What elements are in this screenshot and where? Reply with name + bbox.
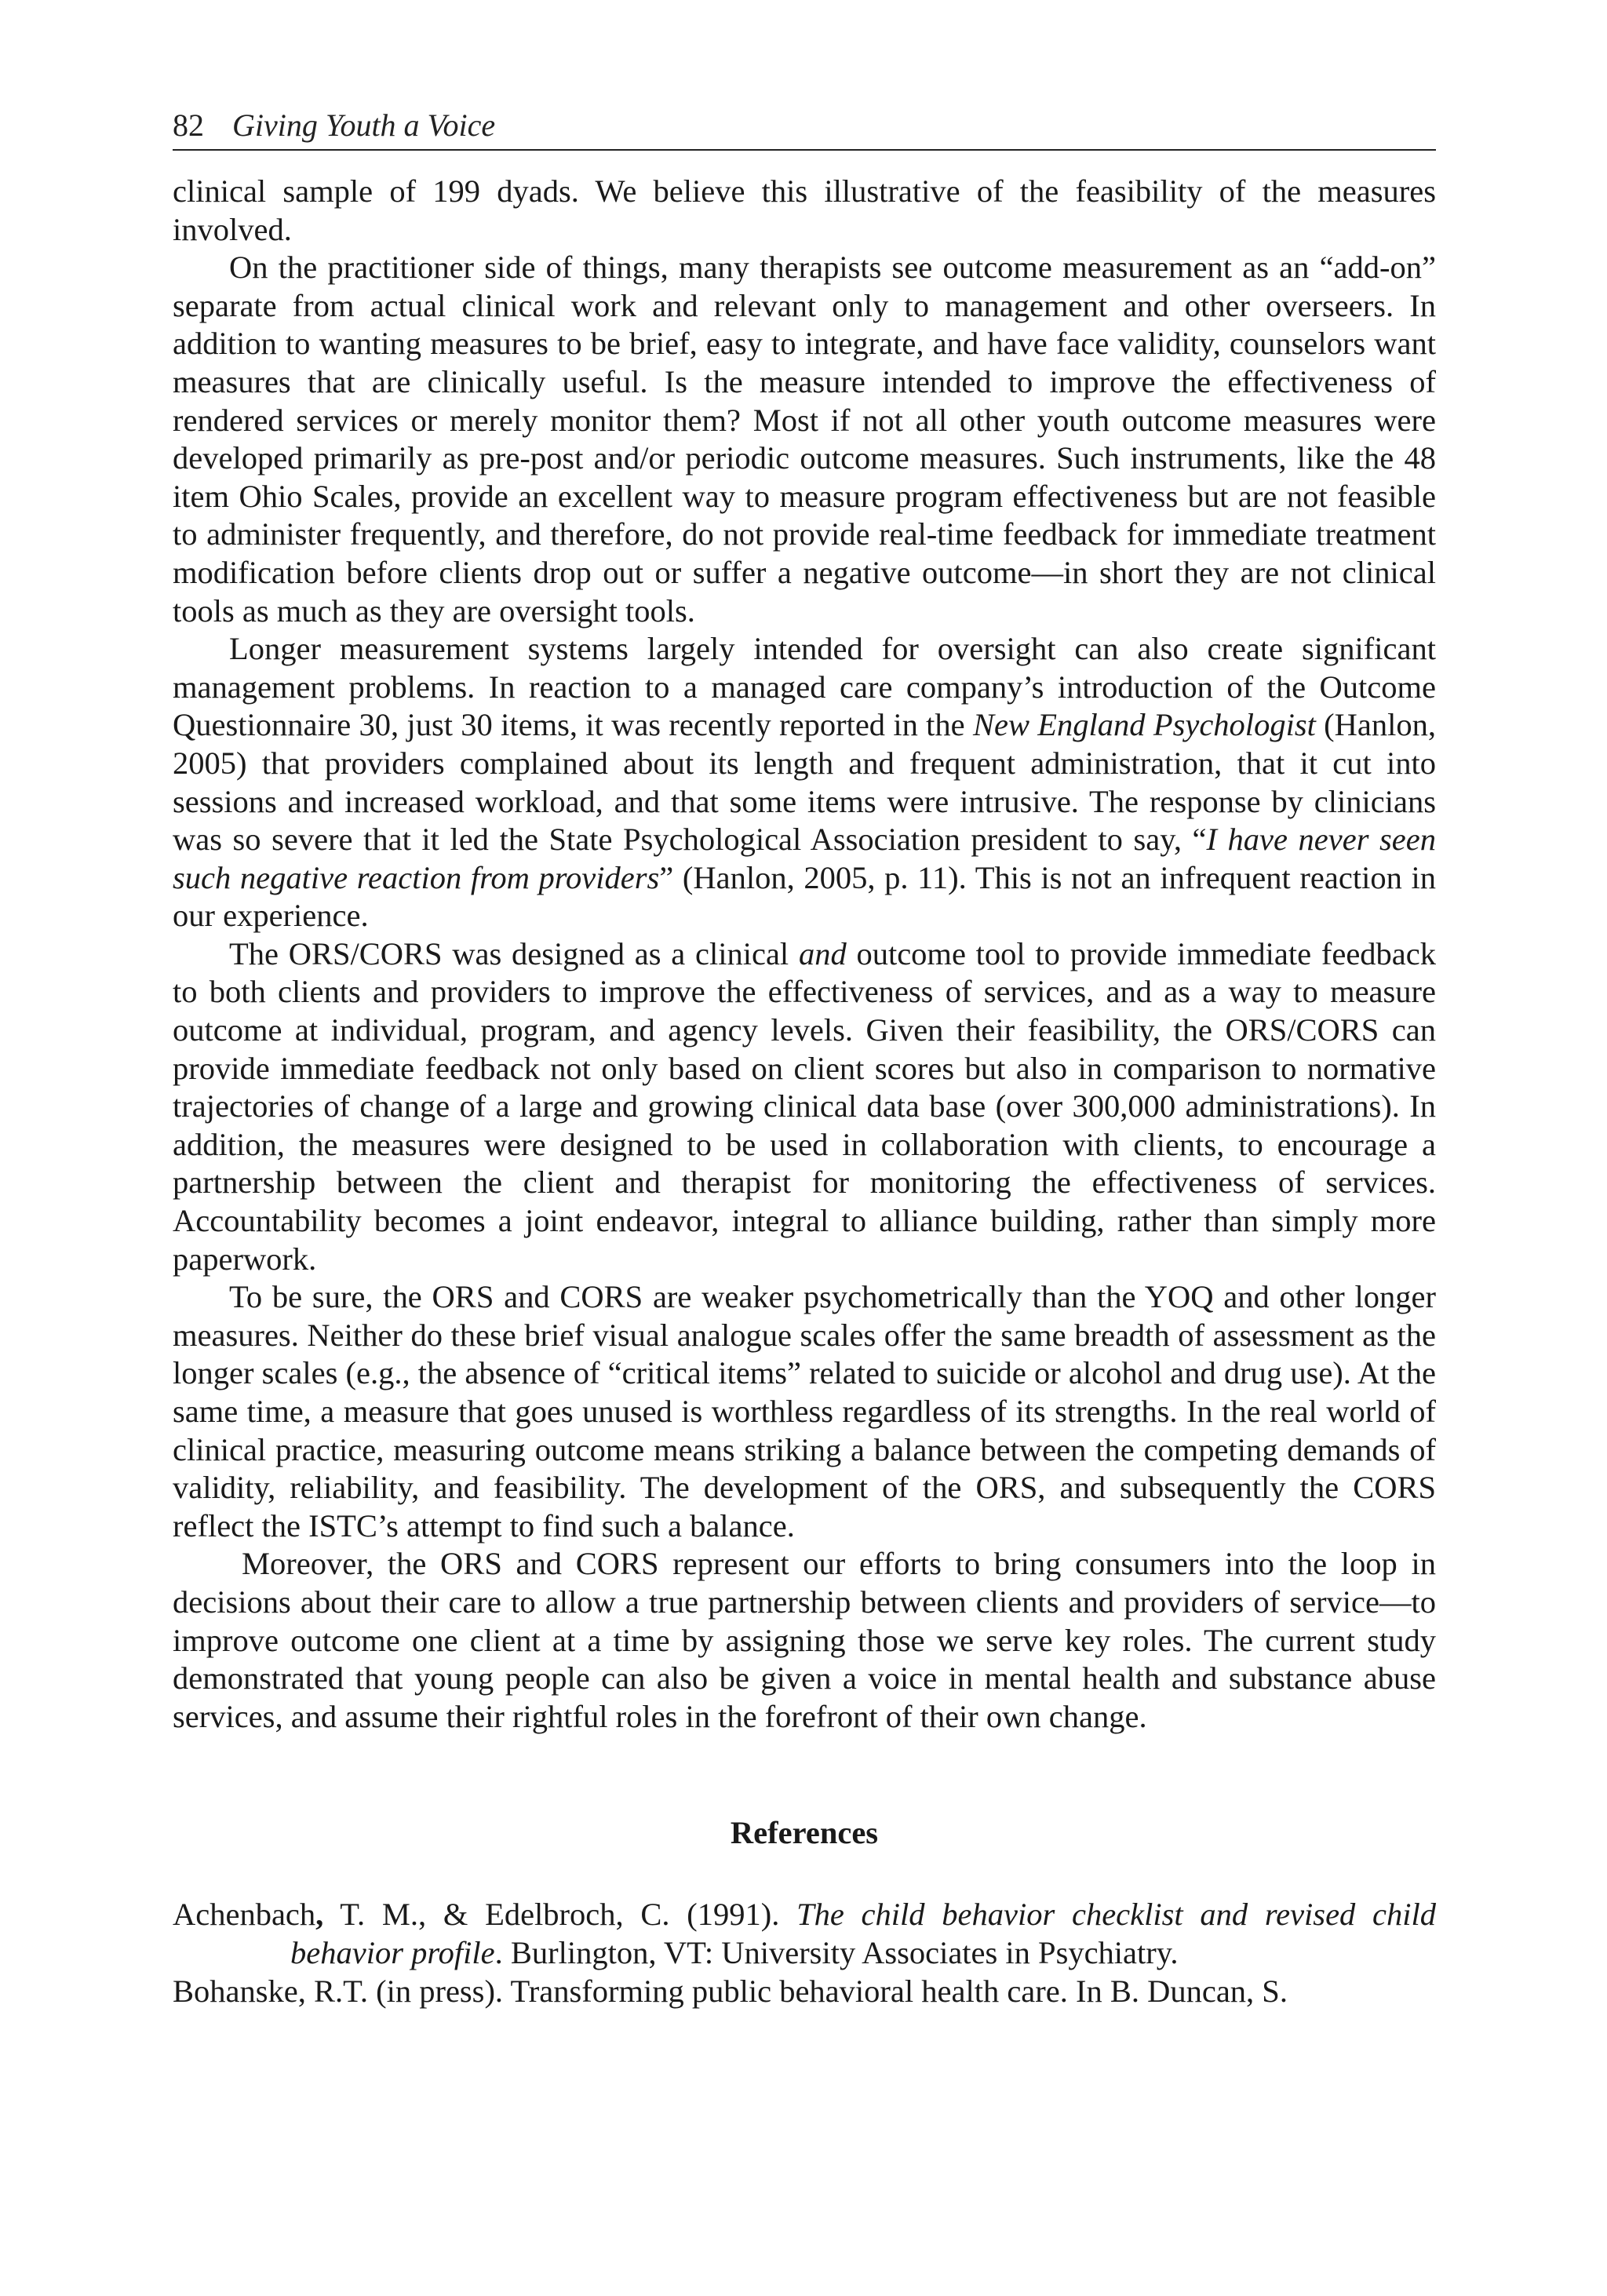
references-heading: References: [730, 1815, 879, 1851]
reference-1-bold-comma: ,: [315, 1897, 324, 1933]
reference-1-author: Achenbach: [173, 1897, 316, 1933]
paragraph-4: [173, 935, 1436, 1278]
running-title: Giving Youth a Voice: [232, 108, 496, 143]
references-list: [173, 1896, 1436, 2010]
paragraph-2: On the practitioner side of things, many therapists see outcome measurement as an “add-on” separate from actual clinical work and relevant only to management and other overseers. In addition to wanting measures to be brief, easy to integrate, and have face validity, counselors want measures that are clinically useful. Is the measure intended to improve the effectiveness of rendered services or merely monitor them? Most if not all other youth outcome measures were developed primarily as pre-post and/or periodic outcome measures. Such instruments, like the 48 item Ohio Scales, provide an excellent way to measure program effectiveness but are not feasible to administer frequently, and therefore, do not provide real-time feedback for immediate treatment modification before clients drop out or suffer a negative outcome—in short they are not clinical tools as much as they are oversight tools.: [173, 250, 1436, 629]
paragraph-5: To be sure, the ORS and CORS are weaker psychometrically than the YOQ and other longer measures. Neither do these brief visual analogue scales offer the same breadth of assessment as the longer scales (e.g., the absence of “critical items” related to suicide or alcohol and drug use). At the same time, a measure that goes unused is worthless regardless of its strengths. In the real world of clinical practice, measuring outcome means striking a balance between the competing demands of validity, reliability, and feasibility. The development of the ORS, and subsequently the CORS reflect the ISTC’s attempt to find such a balance.: [173, 1279, 1436, 1543]
paragraph-3-text-a: Longer measurement systems largely intended for oversight can also create significant management problems. In reaction to a managed care company’s introduction of the Outcome Questionnaire 30, just 30 items, it was recently reported in the: [173, 631, 1436, 743]
paragraph-4-text-c: outcome tool to provide immediate feedback to both clients and providers to improve the effectiveness of services, and as a way to measure outcome at individual, program, and agency levels. Given their feasibility, the ORS/CORS can provide immediate feedback not only based on client scores but also in comparison to normative trajectories of change of a large and growing clinical data base (over 300,000 administrations). In addition, the measures were designed to be used in collaboration with clients, to encourage a partnership between the client and therapist for monitoring the effectiveness of services. Accountability becomes a joint endeavor, integral to alliance building, rather than simply more paperwork.: [173, 935, 1436, 1277]
running-head: [173, 102, 1436, 151]
reference-1-publisher: . Burlington, VT: University Associates in Psychiatry.: [494, 1934, 1179, 1970]
reference-item: [173, 1896, 1436, 1972]
reference-1-details: T. M., & Edelbroch, C. (1991).: [323, 1897, 797, 1933]
page-number: 82: [173, 108, 204, 143]
paragraph-3: [173, 630, 1436, 935]
emphasis-and-italic: and: [798, 935, 847, 971]
reference-item: Bohanske, R.T. (in press). Transforming public behavioral health care. In B. Duncan, S.: [173, 1973, 1288, 2009]
reference-1-title: The child behavior checklist and revised child behavior profile: [290, 1897, 1437, 1970]
paragraph-6: Moreover, the ORS and CORS represent our efforts to bring consumers into the loop in decisions about their care to allow a true partnership between clients and providers of service—to improve outcome one client at a time by assigning those we serve key roles. The current study demonstrated that young people can also be given a voice in mental health and substance abuse services, and assume their rightful roles in the forefront of their own change.: [173, 1546, 1436, 1734]
page: [173, 102, 1436, 2010]
journal-title-italic: New England Psychologist: [972, 707, 1316, 743]
paragraph-3-text-c: (Hanlon, 2005) that providers complained about its length and frequent administration, that it cut into sessions and increased workload, and that some items were intrusive. The response by clinicians was so severe that it led the State Psychological Association president to say, “: [173, 707, 1436, 858]
paragraph-1: clinical sample of 199 dyads. We believe this illustrative of the feasibility of the measures involved.: [173, 173, 1436, 247]
paragraph-4-text-a: The ORS/CORS was designed as a clinical: [229, 935, 799, 971]
body-text: [173, 173, 1436, 1736]
paragraph-3-text-e: ” (Hanlon, 2005, p. 11). This is not an infrequent reaction in our experience.: [173, 859, 1436, 934]
quote-italic: I have never seen such negative reaction from providers: [173, 822, 1436, 895]
